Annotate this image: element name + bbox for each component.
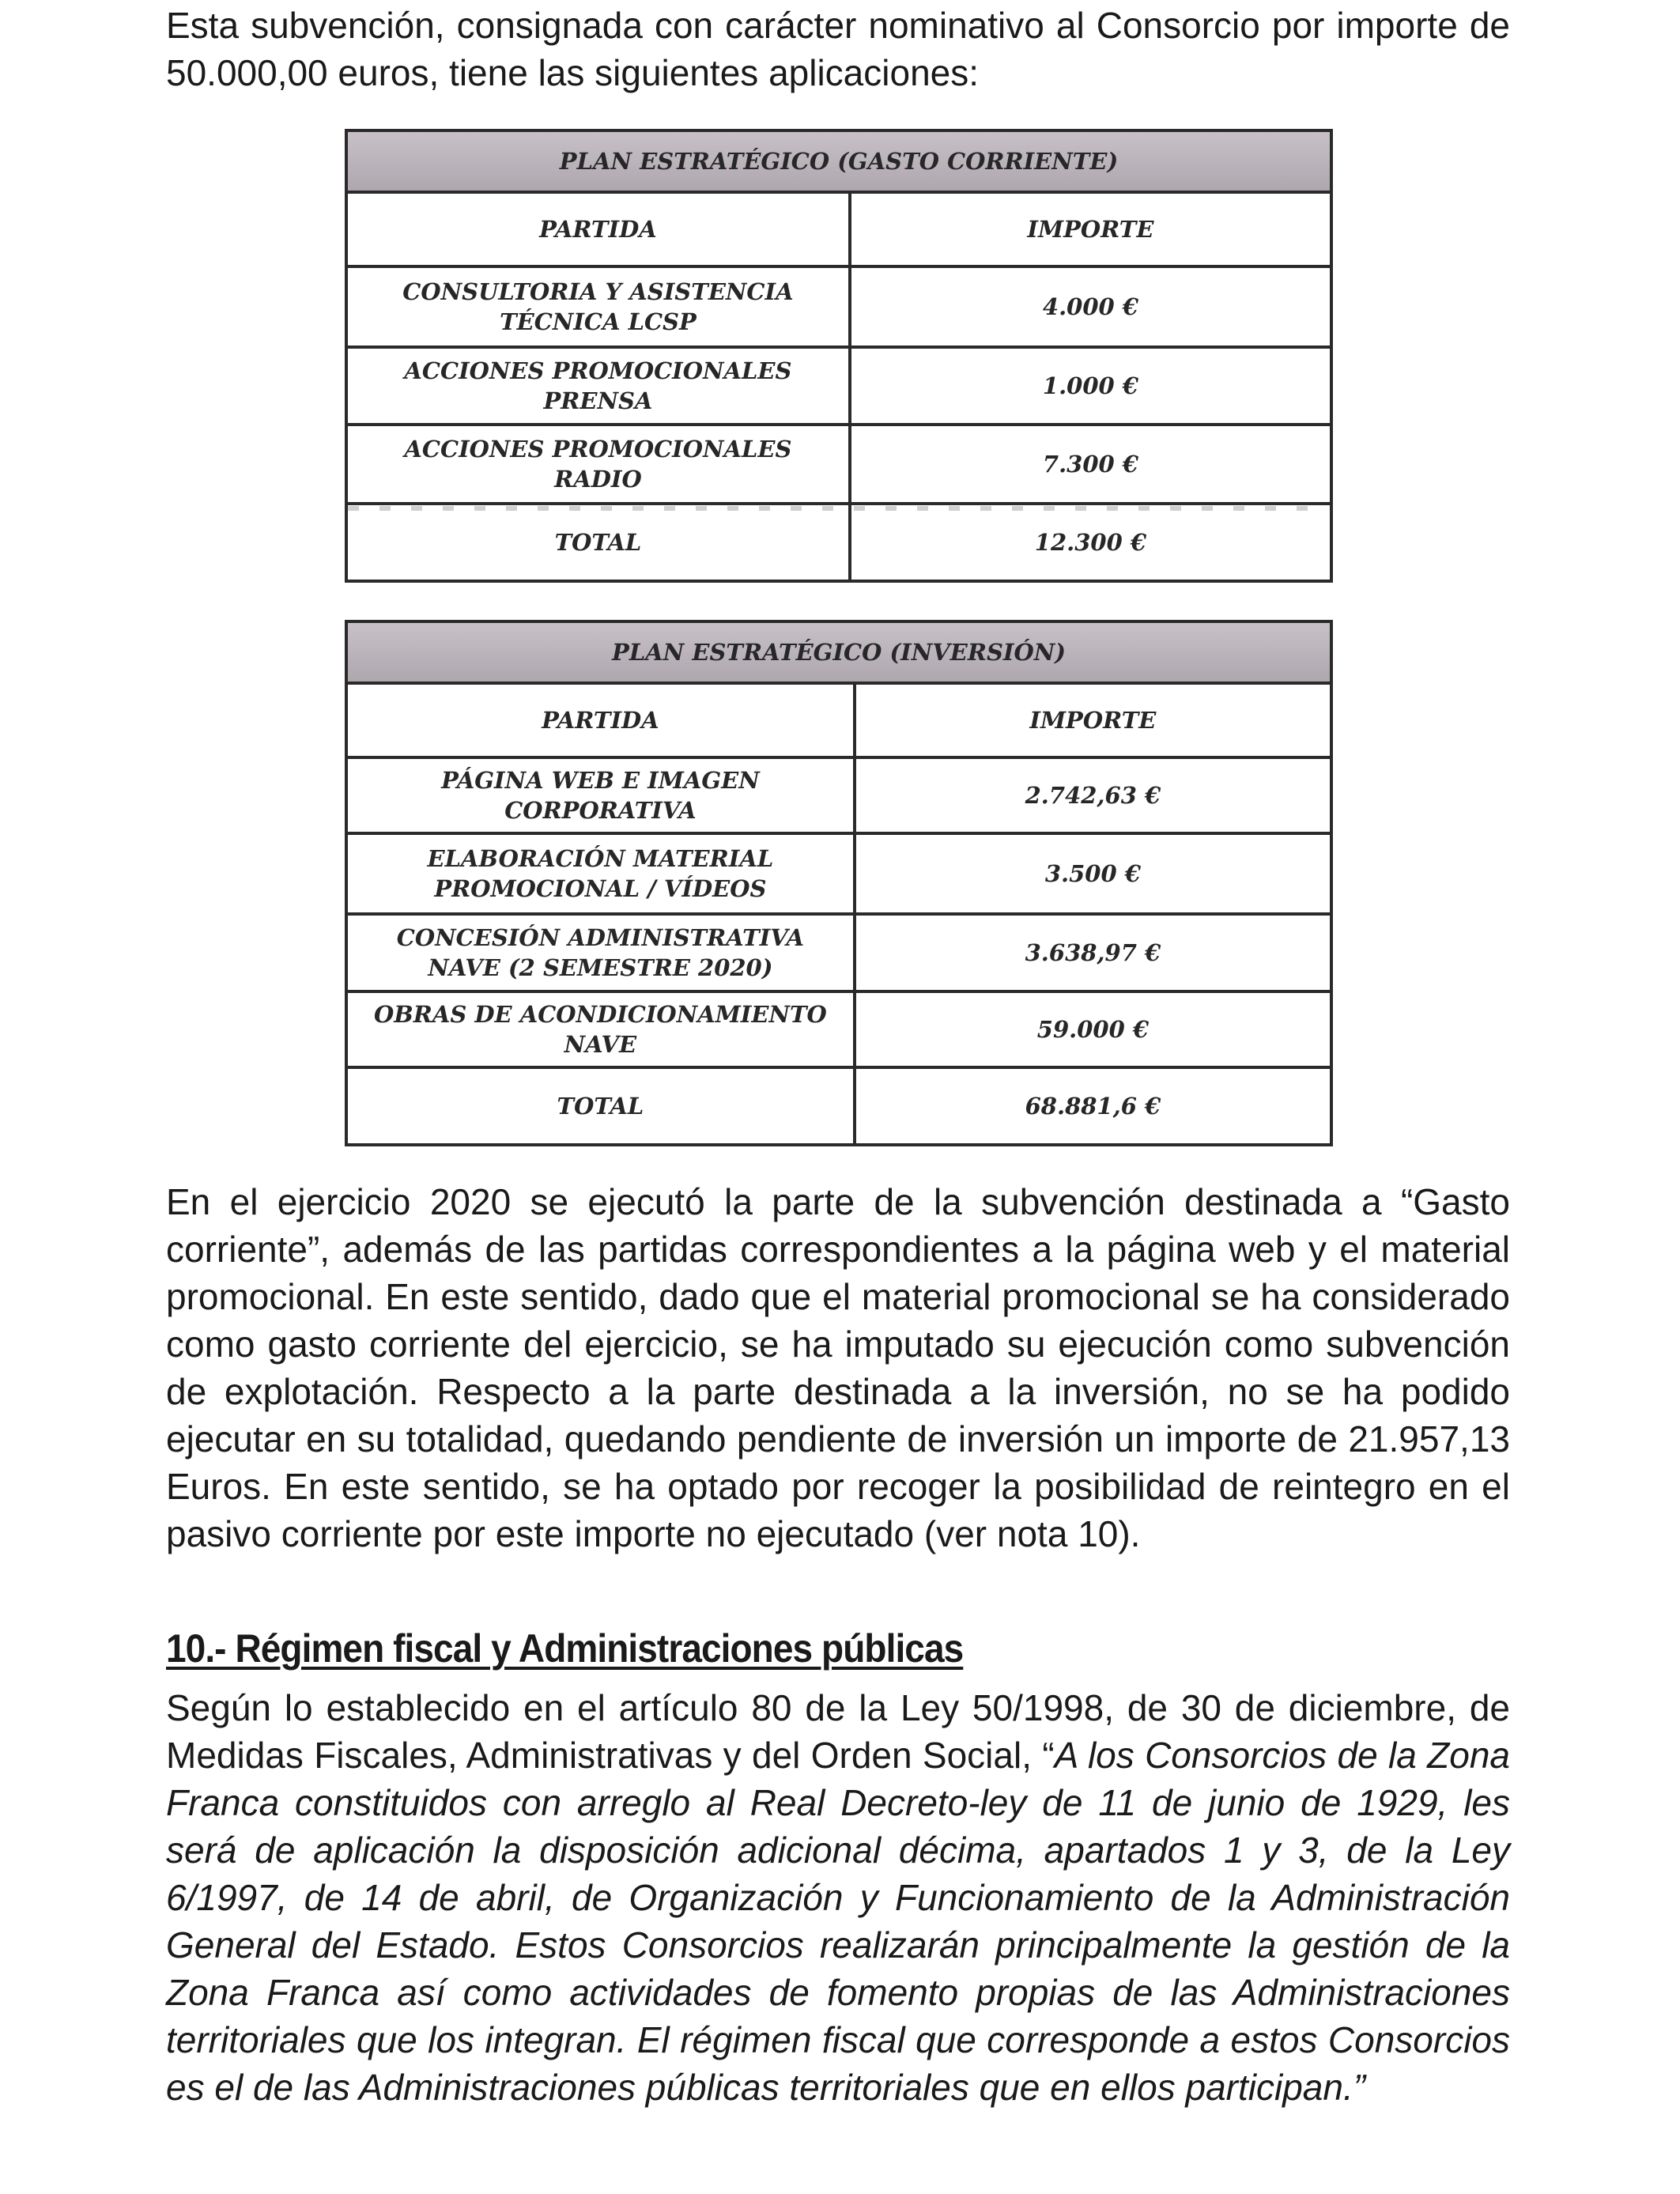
- cell-importe: 7.300 €: [850, 425, 1331, 504]
- intro-paragraph: Esta subvención, consignada con carácter nominativo al Consorcio por importe de 50.000,00 euros, tiene las siguientes aplicaciones:: [166, 5, 1510, 93]
- cell-partida: CONCESIÓN ADMINISTRATIVA NAVE (2 SEMESTRE 2020): [346, 914, 855, 991]
- column-header-importe: IMPORTE: [850, 192, 1331, 266]
- column-header-partida: PARTIDA: [346, 683, 855, 757]
- cell-partida: ACCIONES PROMOCIONALES RADIO: [346, 425, 850, 504]
- scan-artifact: [348, 506, 1328, 511]
- cell-importe: 4.000 €: [850, 266, 1331, 347]
- cell-importe: 3.638,97 €: [855, 914, 1331, 991]
- table-row: [346, 347, 1331, 425]
- table-total-row: [346, 1067, 1331, 1145]
- table-title: PLAN ESTRATÉGICO (GASTO CORRIENTE): [346, 130, 1331, 192]
- cell-importe: 59.000 €: [855, 991, 1331, 1067]
- table-row: [346, 266, 1331, 347]
- column-header-partida: PARTIDA: [346, 192, 850, 266]
- table-total-row: [346, 504, 1331, 581]
- body-paragraph: En el ejercicio 2020 se ejecutó la parte de la subvención destinada a “Gasto corriente”, además de las partidas correspondientes a la página web y el material promocional. En este sentido, dado que el material promocional se ha considerado como gasto corriente del ejercicio, se ha imputado su ejecución como subvención de explotación. Respecto a la parte destinada a la inversión, no se ha podido ejecutar en su totalidad, quedando pendiente de inversión un importe de 21.957,13 Euros. En este sentido, se ha optado por recoger la posibilidad de reintegro en el pasivo corriente por este importe no ejecutado (ver nota 10).: [166, 1181, 1510, 1554]
- cell-partida: OBRAS DE ACONDICIONAMIENTO NAVE: [346, 991, 855, 1067]
- cell-importe: 3.500 €: [855, 833, 1331, 914]
- cell-importe: 2.742,63 €: [855, 757, 1331, 833]
- table-title: PLAN ESTRATÉGICO (INVERSIÓN): [346, 621, 1331, 683]
- total-label: TOTAL: [346, 504, 850, 581]
- cell-partida: CONSULTORIA Y ASISTENCIA TÉCNICA LCSP: [346, 266, 850, 347]
- table-row: [346, 914, 1331, 991]
- section-heading: 10.- Régimen fiscal y Administraciones públicas: [166, 1626, 964, 1671]
- fiscal-paragraph: [166, 1684, 1510, 2111]
- total-value: 68.881,6 €: [855, 1067, 1331, 1145]
- table-inversion: [345, 620, 1333, 1146]
- fiscal-quote-text: A los Consorcios de la Zona Franca constituidos con arreglo al Real Decreto-ley de 11 de junio de 1929, les será de aplicación la disposición adicional décima, apartados 1 y 3, de la Ley 6/1997, de 14 de abril, de Organización y Funcionamiento de la Administración General del Estado. Estos Consorcios realizarán principalmente la gestión de la Zona Franca así como actividades de fomento propias de las Administraciones territoriales que los integran. El régimen fiscal que corresponde a estos Consorcios es el de las Administraciones públicas territoriales que en ellos participan.”: [166, 1735, 1510, 2108]
- cell-partida: ELABORACIÓN MATERIAL PROMOCIONAL / VÍDEOS: [346, 833, 855, 914]
- table-row: [346, 991, 1331, 1067]
- cell-partida: ACCIONES PROMOCIONALES PRENSA: [346, 347, 850, 425]
- table-gasto-corriente: [345, 129, 1333, 583]
- column-header-importe: IMPORTE: [855, 683, 1331, 757]
- fiscal-lead-text: Según lo establecido en el artículo 80 de la Ley 50/1998, de 30 de diciembre, de Medidas Fiscales, Administrativas y del Orden Social, “: [166, 1687, 1510, 1776]
- cell-importe: 1.000 €: [850, 347, 1331, 425]
- total-value: 12.300 €: [850, 504, 1331, 581]
- table-row: [346, 757, 1331, 833]
- table-row: [346, 833, 1331, 914]
- total-label: TOTAL: [346, 1067, 855, 1145]
- table-row: [346, 425, 1331, 504]
- cell-partida: PÁGINA WEB E IMAGEN CORPORATIVA: [346, 757, 855, 833]
